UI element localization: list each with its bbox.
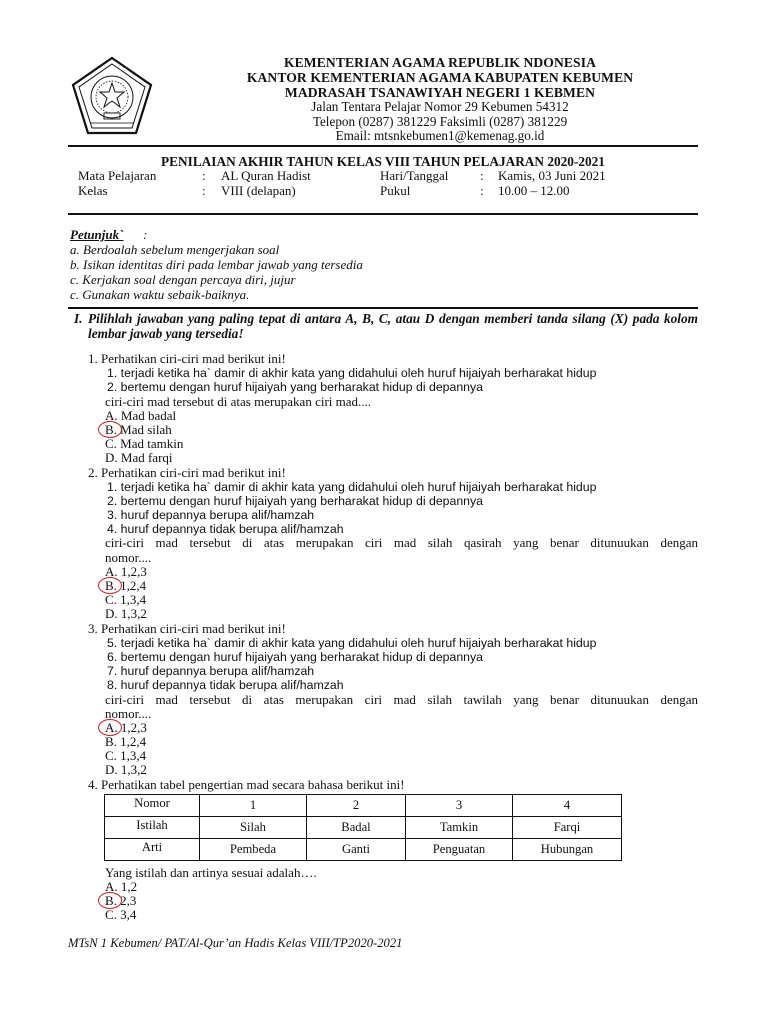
- question-3-item: 6. bertemu dengan huruf hijaiyah yang berharakat hidup di depannya: [107, 649, 484, 664]
- letterhead-phone: Telepon (0287) 381229 Faksimli (0287) 381229: [312, 113, 568, 129]
- letterhead-ministry: KEMENTERIAN AGAMA REPUBLIK NDONESIA: [283, 55, 597, 70]
- question-3-item: 7. huruf depannya berupa alif/hamzah: [107, 664, 315, 679]
- question-3-option-d: D. 1,3,2: [105, 762, 147, 778]
- option-label: A. 1,2,3: [105, 719, 147, 735]
- letterhead: [160, 55, 720, 144]
- table-cell: 4: [513, 794, 622, 816]
- questions: [88, 352, 698, 923]
- question-3-stem: 3. Perhatikan ciri-ciri mad berikut ini!: [88, 620, 286, 636]
- table-row: [105, 816, 622, 838]
- letterhead-school: MADRASAH TSANAWIYAH NEGERI 1 KEBMEN: [284, 85, 596, 100]
- time-label: Pukul: [380, 183, 411, 198]
- letterhead-divider: [68, 145, 698, 147]
- table-cell: Arti: [105, 838, 200, 860]
- table-row: [105, 838, 622, 860]
- table-cell: Pembeda: [200, 838, 307, 860]
- instructions-colon: :: [142, 227, 148, 242]
- question-2-option-b: [88, 579, 698, 593]
- question-3-option-c: C. 1,3,4: [105, 748, 147, 764]
- instructions-heading: Petunjuk`: [70, 227, 124, 242]
- letterhead-email: Email: mtsnkebumen1@kemenag.go.id: [335, 128, 545, 144]
- table-cell: 2: [307, 794, 406, 816]
- question-2-prompt-cont: nomor....: [105, 549, 152, 565]
- table-cell: Badal: [307, 816, 406, 838]
- info-divider: [68, 213, 698, 215]
- table-cell: Tamkin: [406, 816, 513, 838]
- question-1-option-d: D. Mad farqi: [105, 450, 173, 466]
- time-value: 10.00 – 12.00: [498, 183, 570, 198]
- question-4-option-c: C. 3,4: [105, 907, 137, 923]
- colon: :: [202, 183, 206, 198]
- table-cell: Farqi: [513, 816, 622, 838]
- table-cell: 1: [200, 794, 307, 816]
- colon: :: [480, 168, 484, 183]
- table-cell: 3: [406, 794, 513, 816]
- section-text: Pilihlah jawaban yang paling tepat di antara A, B, C, atau D dengan memberi tanda silang (X) pada kolom lembar jawab yang tersedia!: [88, 311, 698, 341]
- table-cell: Ganti: [307, 838, 406, 860]
- question-2-item: 2. bertemu dengan huruf hijaiyah yang berharakat hidup di depannya: [107, 493, 484, 508]
- option-label: B. 1,2,4: [105, 578, 147, 593]
- subject-value: AL Quran Hadist: [221, 168, 311, 183]
- question-3-item: 8. huruf depannya tidak berupa alif/hamzah: [107, 678, 344, 693]
- question-2-option-a: A. 1,2,3: [105, 563, 147, 579]
- question-1-item: 1. terjadi ketika ha` damir di akhir kata yang didahului oleh huruf hijaiyah berharakat hidup: [107, 366, 597, 381]
- table-cell: Penguatan: [406, 838, 513, 860]
- section-number: I.: [74, 311, 83, 326]
- instruction-item: b. Isikan identitas diri pada lembar jawab yang tersedia: [70, 257, 363, 272]
- question-1-stem: 1. Perhatikan ciri-ciri mad berikut ini!: [88, 351, 286, 366]
- table-cell: Nomor: [105, 794, 200, 816]
- question-2-item: 4. huruf depannya tidak berupa alif/hamzah: [107, 522, 344, 537]
- question-4-prompt: Yang istilah dan artinya sesuai adalah….: [105, 864, 317, 880]
- instructions: [70, 227, 363, 302]
- class-label: Kelas: [78, 183, 108, 198]
- instruction-item: c. Kerjakan soal dengan percaya diri, jujur: [70, 272, 296, 287]
- table-row: [105, 794, 622, 816]
- subject-label: Mata Pelajaran: [78, 168, 157, 183]
- question-3-prompt: ciri-ciri mad tersebut di atas merupakan ciri mad silah tawilah yang benar ditunuukan dengan: [105, 691, 698, 707]
- class-value: VIII (delapan): [221, 183, 296, 198]
- table-cell: Istilah: [105, 816, 200, 838]
- question-2-item: 1. terjadi ketika ha` damir di akhir kata yang didahului oleh huruf hijaiyah berharakat hidup: [107, 479, 597, 494]
- question-1-option-a: A. Mad badal: [105, 407, 177, 423]
- question-4-option-a: A. 1,2: [105, 879, 138, 894]
- instructions-divider: [68, 307, 698, 309]
- instruction-item: c. Gunakan waktu sebaik-baiknya.: [70, 287, 250, 302]
- option-label: B. Mad silah: [105, 421, 172, 437]
- question-4-stem: 4. Perhatikan tabel pengertian mad secara bahasa berikut ini!: [88, 776, 405, 792]
- letterhead-office: KANTOR KEMENTERIAN AGAMA KABUPATEN KEBUMEN: [246, 70, 634, 85]
- question-2-option-c: C. 1,3,4: [105, 592, 147, 608]
- day-value: Kamis, 03 Juni 2021: [498, 168, 606, 183]
- instruction-item: a. Berdoalah sebelum mengerjakan soal: [70, 242, 280, 257]
- page-footer: MTsN 1 Kebumen/ PAT/Al-Qur’an Hadis Kelas VIII/TP2020-2021: [68, 936, 403, 950]
- question-4-option-b: [88, 894, 698, 908]
- letterhead-address: Jalan Tentara Pelajar Nomor 29 Kebumen 54312: [311, 99, 569, 114]
- question-3-prompt-cont: nomor....: [105, 705, 152, 721]
- question-2-stem: 2. Perhatikan ciri-ciri mad berikut ini!: [88, 464, 286, 480]
- colon: :: [202, 168, 206, 183]
- mad-definition-table: [104, 794, 622, 861]
- question-2-item: 3. huruf depannya berupa alif/hamzah: [107, 508, 315, 523]
- exam-info: [78, 168, 698, 198]
- kemenag-logo-icon: [68, 55, 156, 139]
- question-1-prompt: ciri-ciri mad tersebut di atas merupakan ciri mad....: [105, 393, 372, 409]
- question-1-option-b: [88, 423, 698, 437]
- day-label: Hari/Tanggal: [380, 168, 449, 183]
- question-1-option-c: C. Mad tamkin: [105, 436, 184, 452]
- option-label: B. 2,3: [105, 893, 137, 909]
- question-1-item: 2. bertemu dengan huruf hijaiyah yang berharakat hidup di depannya: [107, 380, 484, 395]
- question-2-option-d: D. 1,3,2: [105, 606, 147, 622]
- section-heading: [74, 311, 698, 341]
- question-3-option-b: B. 1,2,4: [105, 734, 147, 750]
- question-3-option-a: [88, 721, 698, 735]
- question-3-item: 5. terjadi ketika ha` damir di akhir kata yang didahului oleh huruf hijaiyah berharakat hidup: [107, 635, 597, 650]
- question-2-prompt: ciri-ciri mad tersebut di atas merupakan ciri mad silah qasirah yang benar ditunuukan dengan: [105, 535, 698, 551]
- table-cell: Silah: [200, 816, 307, 838]
- exam-title: PENILAIAN AKHIR TAHUN KELAS VIII TAHUN PELAJARAN 2020-2021: [161, 154, 605, 169]
- table-cell: Hubungan: [513, 838, 622, 860]
- colon: :: [480, 183, 484, 198]
